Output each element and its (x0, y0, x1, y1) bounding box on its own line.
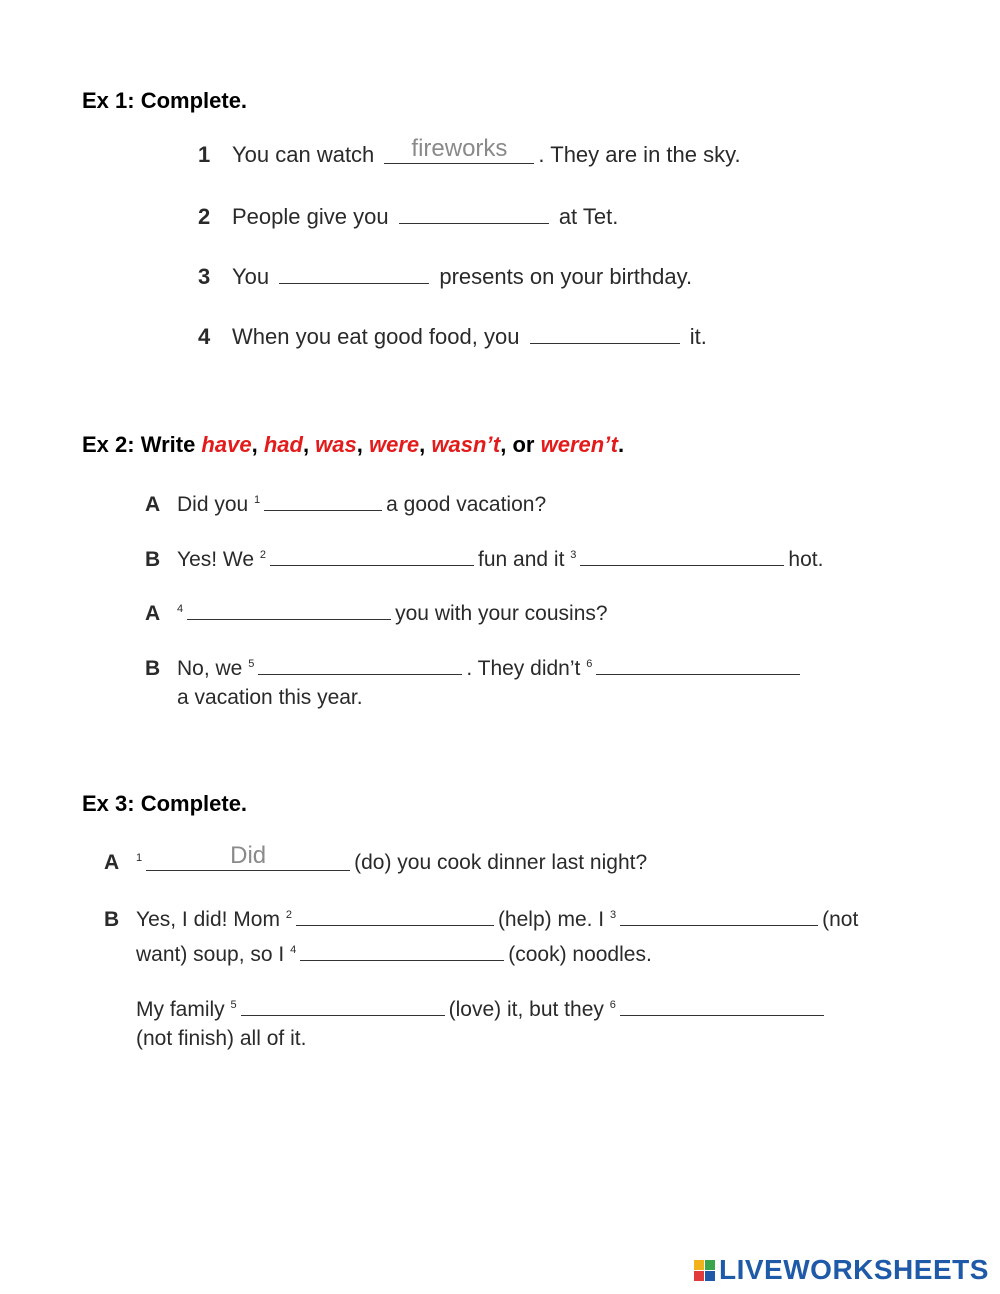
ex1-item-1: 1 You can watch fireworks . They are in the sky. (198, 135, 741, 167)
ex3-title: Ex 3: Complete. (82, 791, 248, 816)
logo-square-2 (705, 1260, 715, 1270)
ex3-line-b4: (not finish) all of it. (136, 1027, 307, 1050)
ex2-line-1: A Did you $^1$ a good vacation? (145, 488, 546, 517)
ex3-blank-5[interactable] (241, 993, 445, 1016)
ex1-title: Ex 1: Complete. (82, 88, 248, 113)
ex2-blank-2[interactable] (270, 543, 474, 566)
ex3-blank-2[interactable] (296, 903, 494, 926)
ex3-line-a: A $^1$ Did (do) you cook dinner last night? (104, 842, 648, 874)
ex2-blank-6[interactable] (596, 652, 800, 675)
ex1-item-2: 2 People give you at Tet. (198, 201, 618, 230)
ex1-blank-4[interactable] (530, 321, 680, 344)
ex2-title: Ex 2: Write have, had, was, were, wasn’t, or weren’t. (82, 432, 625, 457)
ex2-blank-1[interactable] (264, 488, 382, 511)
logo-icon (694, 1260, 715, 1281)
ex3-blank-1[interactable]: Did (146, 848, 350, 871)
ex2-line-2: B Yes! We $^2$ fun and it $^3$ hot. (145, 543, 823, 572)
ex3-blank-4[interactable] (300, 938, 504, 961)
ex2-line-4-cont: a vacation this year. (177, 686, 363, 709)
ex1-blank-1[interactable]: fireworks (384, 141, 534, 164)
ex3-line-b1: B Yes, I did! Mom $^2$ (help) me. I $^3$ (not (104, 903, 858, 932)
liveworksheets-logo (694, 1254, 989, 1286)
ex2-line-4: B No, we $^5$ . They didn’t $^6$ (145, 652, 804, 681)
ex3-line-b3: My family $^5$ (love) it, but they $^6$ (136, 993, 828, 1022)
ex2-line-3: A $^4$ you with your cousins? (145, 597, 608, 626)
ex2-blank-4[interactable] (187, 597, 391, 620)
logo-text: LIVEWORKSHEETS (719, 1254, 989, 1285)
logo-square-3 (694, 1271, 704, 1281)
ex2-blank-3[interactable] (580, 543, 784, 566)
ex3-line-b2: want) soup, so I $^4$ (cook) noodles. (136, 938, 652, 967)
ex3-blank-6[interactable] (620, 993, 824, 1016)
ex1-blank-3[interactable] (279, 261, 429, 284)
ex1-item-3: 3 You presents on your birthday. (198, 261, 692, 290)
logo-square-1 (694, 1260, 704, 1270)
ex2-blank-5[interactable] (258, 652, 462, 675)
ex1-item-4: 4 When you eat good food, you it. (198, 321, 707, 350)
ex1-blank-2[interactable] (399, 201, 549, 224)
logo-square-4 (705, 1271, 715, 1281)
ex3-blank-3[interactable] (620, 903, 818, 926)
